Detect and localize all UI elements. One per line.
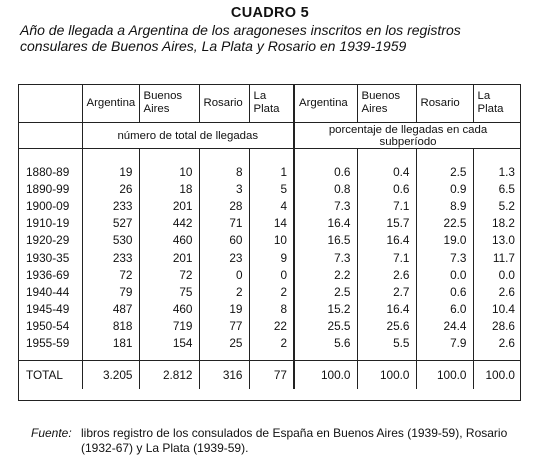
- period-cell: 1900-09: [26, 198, 70, 213]
- value-cell: 1.3: [473, 163, 521, 180]
- value-cell: 0.8: [294, 180, 357, 197]
- value-cell: 154: [139, 335, 199, 352]
- value-cell: 10.4: [473, 301, 521, 318]
- value-cell: 22.5: [416, 215, 473, 232]
- period-cell: 1930-35: [26, 250, 70, 265]
- value-cell: 0: [249, 266, 294, 283]
- value-cell: 10: [139, 163, 199, 180]
- value-cell: 72: [82, 266, 139, 283]
- value-cell: 0.0: [416, 266, 473, 283]
- value-cell: 8: [249, 301, 294, 318]
- group-label-counts: número de total de llegadas: [82, 123, 294, 149]
- total-cell: 100.0: [357, 361, 416, 390]
- value-cell: 14: [249, 215, 294, 232]
- value-cell: 10: [249, 232, 294, 249]
- value-cell: 77: [199, 318, 249, 335]
- value-cell: 5.6: [294, 335, 357, 352]
- source-label: Fuente:: [31, 426, 72, 440]
- table-heading: CUADRO 5: [230, 5, 310, 21]
- value-cell: 0.6: [294, 163, 357, 180]
- value-cell: 7.9: [416, 335, 473, 352]
- value-cell: 9: [249, 249, 294, 266]
- value-cell: 25.5: [294, 318, 357, 335]
- value-cell: 60: [199, 232, 249, 249]
- value-cell: 2.5: [294, 283, 357, 300]
- period-cell: 1880-89: [26, 164, 70, 179]
- value-cell: 19: [82, 163, 139, 180]
- period-cell: 1936-69: [26, 267, 70, 282]
- table-row: [18, 163, 521, 180]
- value-cell: 75: [139, 283, 199, 300]
- column-header: La Plata: [249, 84, 294, 123]
- table-row: [18, 266, 521, 283]
- value-cell: 5: [249, 180, 294, 197]
- value-cell: 22: [249, 318, 294, 335]
- value-cell: 460: [139, 301, 199, 318]
- value-cell: 23: [199, 249, 249, 266]
- total-cell: 2.812: [139, 361, 199, 390]
- value-cell: 7.3: [294, 197, 357, 214]
- value-cell: 2.5: [416, 163, 473, 180]
- value-cell: 818: [82, 318, 139, 335]
- value-cell: 16.4: [357, 301, 416, 318]
- value-cell: 0.9: [416, 180, 473, 197]
- value-cell: 487: [82, 301, 139, 318]
- column-header: Argentina: [294, 84, 357, 123]
- group-label-percentages: porcentaje de llegadas en cada subperíodo: [294, 123, 521, 149]
- value-cell: 18.2: [473, 215, 521, 232]
- total-label: TOTAL: [18, 361, 82, 390]
- value-cell: 530: [82, 232, 139, 249]
- value-cell: 79: [82, 283, 139, 300]
- total-cell: 316: [199, 361, 249, 390]
- value-cell: 719: [139, 318, 199, 335]
- value-cell: 72: [139, 266, 199, 283]
- source-text: libros registro de los consulados de España en Buenos Aires (1939-59), Rosario (1932-67) y La Plata (1939-59).: [81, 426, 508, 455]
- value-cell: 0: [199, 266, 249, 283]
- value-cell: 16.4: [357, 232, 416, 249]
- period-cell: 1950-54: [26, 319, 70, 334]
- value-cell: 19.0: [416, 232, 473, 249]
- value-cell: 442: [139, 215, 199, 232]
- source-note: [31, 426, 531, 456]
- value-cell: 460: [139, 232, 199, 249]
- value-cell: 0.0: [473, 266, 521, 283]
- table-row: [18, 180, 521, 197]
- period-cell: 1920-29: [26, 233, 70, 248]
- value-cell: 16.5: [294, 232, 357, 249]
- table-row: [18, 232, 521, 249]
- table-row: [18, 335, 521, 352]
- value-cell: 7.1: [357, 197, 416, 214]
- table-subtitle: Año de llegada a Argentina de los aragoneses inscritos en los registros consulares de Buenos Aires, La Plata y Rosario en 1939-1959: [20, 22, 461, 54]
- header-corner: [18, 84, 82, 123]
- value-cell: 16.4: [294, 215, 357, 232]
- value-cell: 6.0: [416, 301, 473, 318]
- header-corner: [18, 123, 82, 149]
- value-cell: 2: [249, 283, 294, 300]
- value-cell: 28.6: [473, 318, 521, 335]
- value-cell: 2.6: [357, 266, 416, 283]
- value-cell: 0.6: [416, 283, 473, 300]
- value-cell: 181: [82, 335, 139, 352]
- table-row: [18, 283, 521, 300]
- spacer-row: [18, 352, 521, 361]
- total-cell: 100.0: [294, 361, 357, 390]
- value-cell: 26: [82, 180, 139, 197]
- value-cell: 0.4: [357, 163, 416, 180]
- period-cell: 1945-49: [26, 302, 70, 317]
- column-header: Buenos Aires: [357, 84, 416, 123]
- value-cell: 233: [82, 249, 139, 266]
- value-cell: 15.7: [357, 215, 416, 232]
- value-cell: 4: [249, 197, 294, 214]
- period-cell: 1940-44: [26, 284, 70, 299]
- table-row: [18, 301, 521, 318]
- spacer-row: [18, 149, 521, 164]
- value-cell: 13.0: [473, 232, 521, 249]
- group-header-row: [18, 123, 521, 149]
- total-row: [18, 361, 521, 390]
- value-cell: 11.7: [473, 249, 521, 266]
- value-cell: 0.6: [357, 180, 416, 197]
- value-cell: 18: [139, 180, 199, 197]
- table-row: [18, 249, 521, 266]
- value-cell: 3: [199, 180, 249, 197]
- total-cell: 3.205: [82, 361, 139, 390]
- value-cell: 201: [139, 197, 199, 214]
- value-cell: 2.6: [473, 335, 521, 352]
- value-cell: 2.6: [473, 283, 521, 300]
- value-cell: 28: [199, 197, 249, 214]
- total-cell: 100.0: [416, 361, 473, 390]
- total-cell: 100.0: [473, 361, 521, 390]
- table-row: [18, 318, 521, 335]
- value-cell: 7.1: [357, 249, 416, 266]
- column-header: Argentina: [82, 84, 139, 123]
- value-cell: 25.6: [357, 318, 416, 335]
- value-cell: 71: [199, 215, 249, 232]
- value-cell: 2.2: [294, 266, 357, 283]
- value-cell: 233: [82, 197, 139, 214]
- value-cell: 2: [199, 283, 249, 300]
- table-body: [18, 163, 521, 352]
- period-cell: 1910-19: [26, 216, 70, 231]
- value-cell: 7.3: [416, 249, 473, 266]
- value-cell: 8.9: [416, 197, 473, 214]
- column-header: Buenos Aires: [139, 84, 199, 123]
- column-header: La Plata: [473, 84, 521, 123]
- table-row: [18, 215, 521, 232]
- value-cell: 8: [199, 163, 249, 180]
- value-cell: 5.5: [357, 335, 416, 352]
- value-cell: 15.2: [294, 301, 357, 318]
- value-cell: 1: [249, 163, 294, 180]
- period-cell: 1890-99: [26, 181, 70, 196]
- value-cell: 7.3: [294, 249, 357, 266]
- table-row: [18, 197, 521, 214]
- value-cell: 25: [199, 335, 249, 352]
- value-cell: 19: [199, 301, 249, 318]
- arrivals-table: [18, 84, 521, 389]
- column-header-row: [18, 84, 521, 123]
- period-cell: 1955-59: [26, 336, 70, 351]
- value-cell: 5.2: [473, 197, 521, 214]
- value-cell: 6.5: [473, 180, 521, 197]
- column-header: Rosario: [199, 84, 249, 123]
- value-cell: 24.4: [416, 318, 473, 335]
- column-header: Rosario: [416, 84, 473, 123]
- value-cell: 201: [139, 249, 199, 266]
- value-cell: 527: [82, 215, 139, 232]
- value-cell: 2.7: [357, 283, 416, 300]
- total-cell: 77: [249, 361, 294, 390]
- value-cell: 2: [249, 335, 294, 352]
